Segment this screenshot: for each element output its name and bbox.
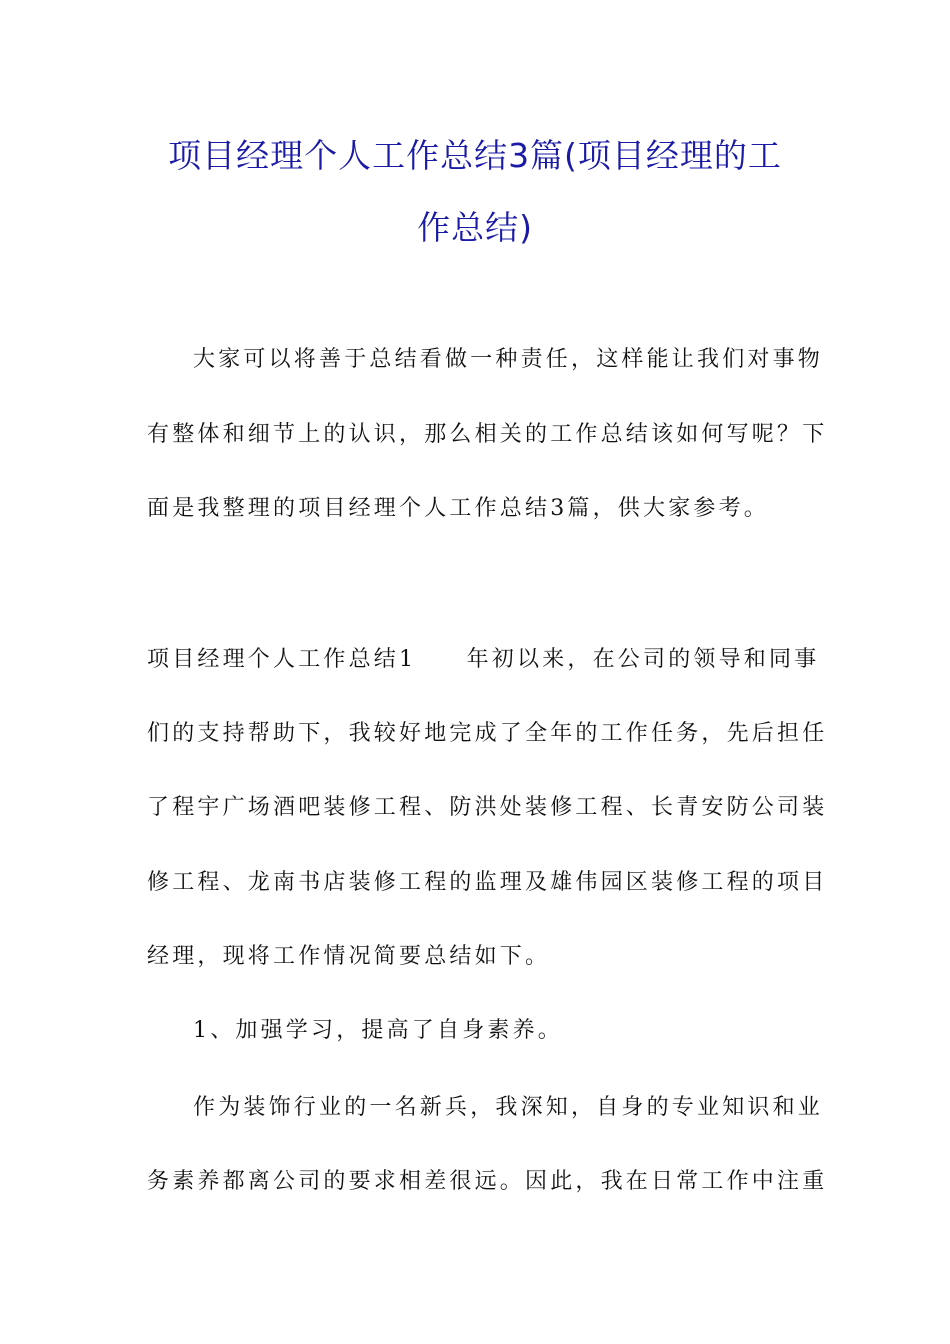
paragraph-2-line-1: 作为装饰行业的一名新兵，我深知，自身的专业知识和业 (193, 1095, 824, 1120)
intro-paragraph-line-2: 有整体和细节上的认识，那么相关的工作总结该如何写呢？下 (147, 422, 828, 447)
document-title-line-1: 项目经理个人工作总结3篇(项目经理的工 (168, 136, 782, 175)
paragraph-2-line-2: 务素养都离公司的要求相差很远。因此，我在日常工作中注重 (147, 1169, 828, 1194)
section-1-line-1: 项目经理个人工作总结1 年初以来，在公司的领导和同事 (147, 647, 820, 672)
document-title-line-2: 作总结) (417, 208, 533, 247)
intro-paragraph-line-1: 大家可以将善于总结看做一种责任，这样能让我们对事物 (193, 347, 824, 372)
section-1-line-2: 们的支持帮助下，我较好地完成了全年的工作任务，先后担任 (147, 721, 828, 746)
section-1-line-3: 了程宇广场酒吧装修工程、防洪处装修工程、长青安防公司装 (147, 795, 828, 820)
section-1-line-4: 修工程、龙南书店装修工程的监理及雄伟园区装修工程的项目 (147, 870, 828, 895)
intro-paragraph-line-3: 面是我整理的项目经理个人工作总结3篇，供大家参考。 (147, 496, 769, 521)
subheading-1: 1、加强学习，提高了自身素养。 (193, 1018, 563, 1043)
section-1-line-5: 经理，现将工作情况简要总结如下。 (147, 944, 551, 969)
